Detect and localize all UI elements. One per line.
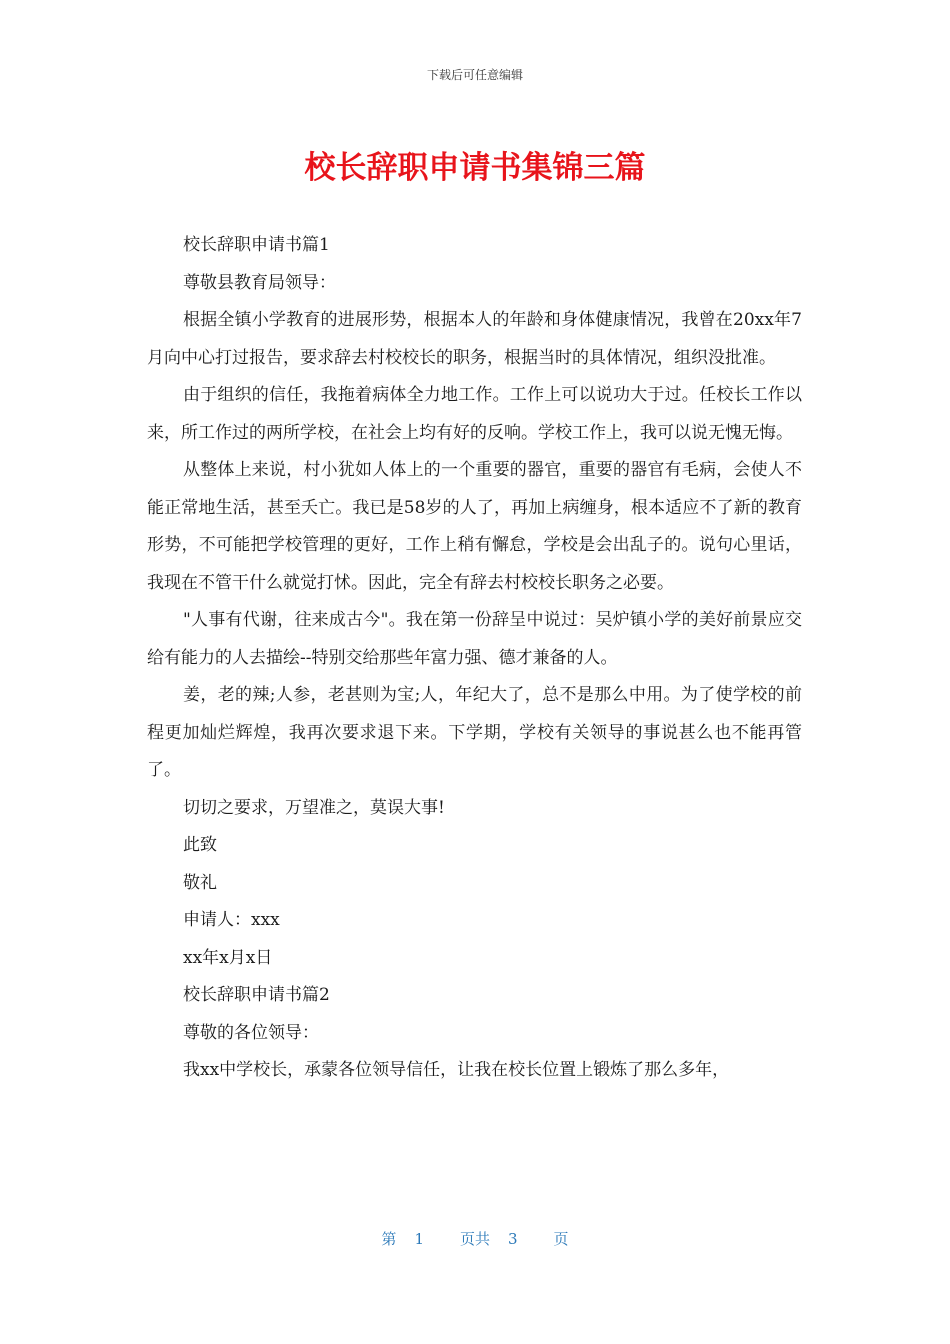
paragraph: 姜，老的辣;人参，老甚则为宝;人，年纪大了，总不是那么中用。为了使学校的前程更加灿烂辉煌，我再次要求退下来。下学期，学校有关领导的事说甚么也不能再管了。 — [147, 685, 802, 780]
total-pages: 3 — [508, 1230, 518, 1248]
document-body — [147, 227, 802, 1090]
paragraph: 此致 — [183, 835, 217, 855]
paragraph: 敬礼 — [183, 872, 217, 893]
paragraph: 我xx中学校长，承蒙各位领导信任，让我在校长位置上锻炼了那么多年， — [183, 1060, 730, 1080]
page-number: 1 — [414, 1230, 424, 1248]
footer-label: 页 — [553, 1230, 569, 1248]
header-note: 下载后可任意编辑 — [426, 68, 523, 82]
paragraph: 尊敬县教育局领导： — [183, 272, 336, 293]
paragraph: 尊敬的各位领导： — [183, 1022, 319, 1043]
paragraph: 根据全镇小学教育的进展形势，根据本人的年龄和身体健康情况，我曾在20xx年7月向中心打过报告，要求辞去村校校长的职务，根据当时的具体情况，组织没批准。 — [147, 310, 802, 368]
paragraph: 从整体上来说，村小犹如人体上的一个重要的器官，重要的器官有毛病，会使人不能正常地生活，甚至夭亡。我已是58岁的人了，再加上病缠身，根本适应不了新的教育形势，不可能把学校管理的更好，工作上稍有懈怠，学校是会出乱子的。说句心里话，我现在不管干什么就觉打怵。因此，完全有辞去村校校长职务之必要。 — [147, 460, 802, 593]
document-title: 校长辞职申请书集锦三篇 — [304, 150, 646, 186]
paragraph: 切切之要求，万望准之，莫误大事! — [183, 797, 445, 818]
paragraph: "人事有代谢，往来成古今"。我在第一份辞呈中说过：吴炉镇小学的美好前景应交给有能力的人去描绘--特别交给那些年富力强、德才兼备的人。 — [147, 610, 802, 668]
paragraph: 由于组织的信任，我拖着病体全力地工作。工作上可以说功大于过。任校长工作以来，所工作过的两所学校，在社会上均有好的反响。学校工作上，我可以说无愧无悔。 — [147, 385, 802, 443]
page-footer — [0, 1228, 950, 1249]
footer-label: 第 — [381, 1230, 397, 1248]
paragraph: 校长辞职申请书篇2 — [183, 985, 330, 1005]
paragraph: 校长辞职申请书篇1 — [183, 235, 330, 255]
footer-label: 页共 — [459, 1230, 490, 1248]
paragraph: xx年x月x日 — [183, 947, 273, 968]
paragraph: 申请人：xxx — [183, 910, 280, 930]
